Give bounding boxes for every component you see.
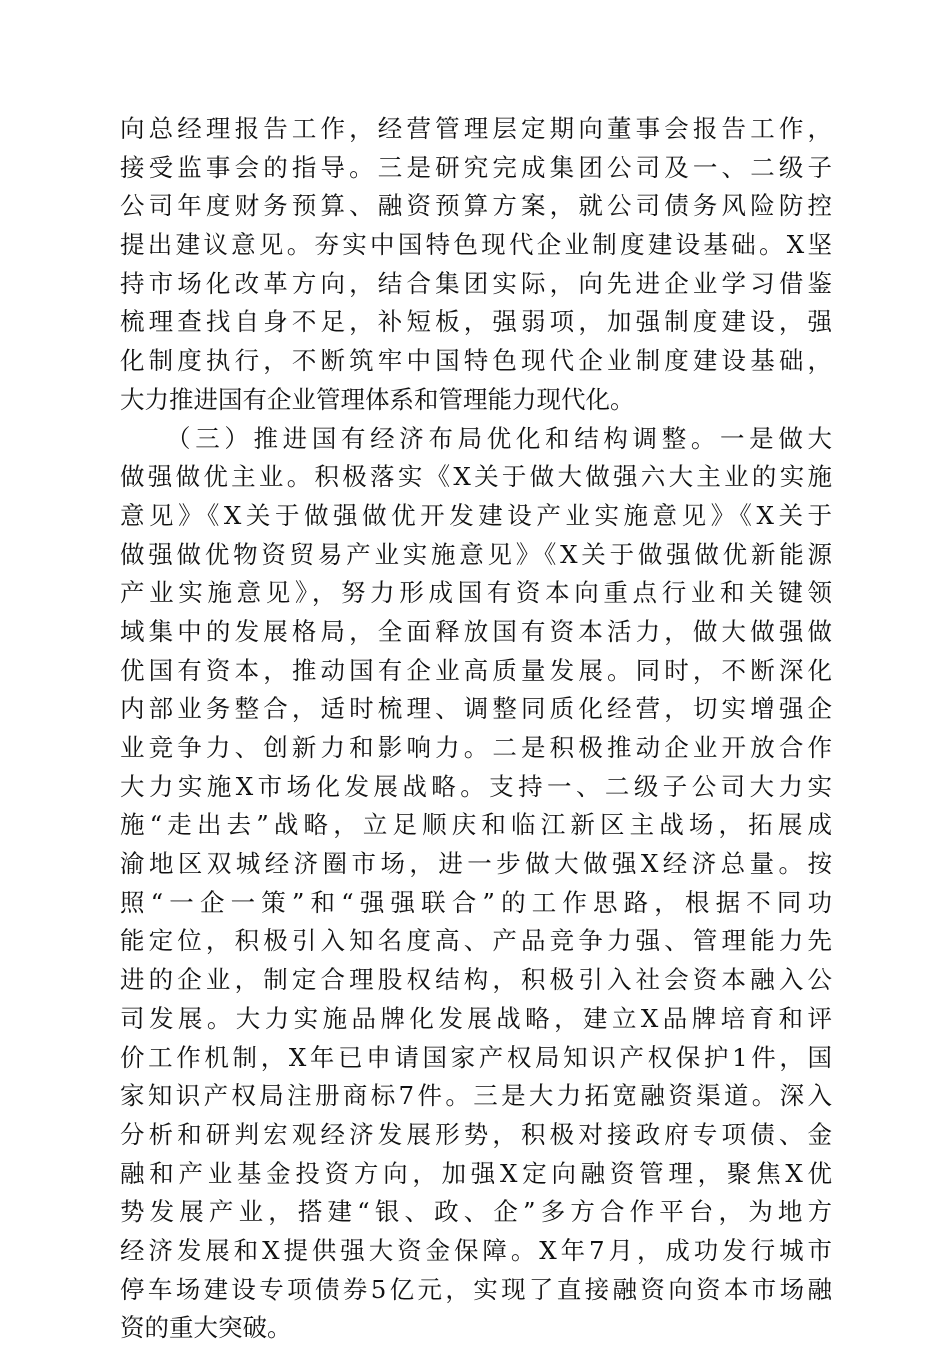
text-line: 司发展。大力实施品牌化发展战略，建立X品牌培育和评	[120, 1003, 832, 1033]
text-line: 做强做优主业。积极落实《X关于做大做强六大主业的实施	[120, 462, 832, 492]
text-line: 价工作机制，X年已申请国家产权局知识产权保护1件，国	[120, 1042, 832, 1072]
text-line: 势发展产业，搭建“银、政、企”多方合作平台，为地方	[120, 1197, 832, 1227]
text-line: 能定位，积极引入知名度高、产品竞争力强、管理能力先	[120, 926, 832, 956]
text-line: 停车场建设专项债券5亿元，实现了直接融资向资本市场融	[120, 1274, 832, 1304]
text-line: 域集中的发展格局，全面释放国有资本活力，做大做强做	[120, 616, 832, 646]
text-line: 进的企业，制定合理股权结构，积极引入社会资本融入公	[120, 965, 832, 995]
text-line: 意见》《X关于做强做优开发建设产业实施意见》《X关于	[120, 500, 832, 530]
text-line: 产业实施意见》，努力形成国有资本向重点行业和关键领	[120, 578, 832, 608]
text-line: 分析和研判宏观经济发展形势，积极对接政府专项债、金	[120, 1119, 832, 1149]
text-line: 施“走出去”战略，立足顺庆和临江新区主战场，拓展成	[120, 810, 832, 840]
text-line: 梳理查找自身不足，补短板，强弱项，加强制度建设，强	[120, 307, 832, 337]
text-line: 资的重大突破。	[120, 1313, 292, 1343]
text-line: 接受监事会的指导。三是研究完成集团公司及一、二级子	[120, 152, 832, 182]
text-line: 大力推进国有企业管理体系和管理能力现代化。	[120, 384, 635, 414]
text-line: 化制度执行，不断筑牢中国特色现代企业制度建设基础，	[120, 346, 832, 376]
text-line: 渝地区双城经济圈市场，进一步做大做强X经济总量。按	[120, 849, 832, 879]
text-line: 业竞争力、创新力和影响力。二是积极推动企业开放合作	[120, 733, 832, 762]
text-line: 优国有资本，推动国有企业高质量发展。同时，不断深化	[120, 655, 832, 685]
text-line: 持市场化改革方向，结合集团实际，向先进企业学习借鉴	[120, 268, 832, 298]
text-line: 家知识产权局注册商标7件。三是大力拓宽融资渠道。深入	[120, 1081, 832, 1111]
text-line: 经济发展和X提供强大资金保障。X年7月，成功发行城市	[120, 1235, 832, 1265]
body-text	[120, 110, 832, 1348]
text-line: 做强做优物资贸易产业实施意见》《X关于做强做优新能源	[120, 539, 832, 569]
text-line: 向总经理报告工作，经营管理层定期向董事会报告工作，	[120, 114, 832, 143]
text-line: 内部业务整合，适时梳理、调整同质化经营，切实增强企	[120, 694, 832, 724]
text-line: 大力实施X市场化发展战略。支持一、二级子公司大力实	[120, 771, 832, 801]
text-line: 提出建议意见。夯实中国特色现代企业制度建设基础。X坚	[120, 230, 832, 260]
text-line: 融和产业基金投资方向，加强X定向融资管理，聚焦X优	[120, 1158, 832, 1188]
section-heading-line: （三）推进国有经济布局优化和结构调整。一是做大	[120, 423, 832, 453]
text-line: 公司年度财务预算、融资预算方案，就公司债务风险防控	[120, 191, 832, 221]
text-line: 照“一企一策”和“强强联合”的工作思路，根据不同功	[120, 887, 832, 917]
